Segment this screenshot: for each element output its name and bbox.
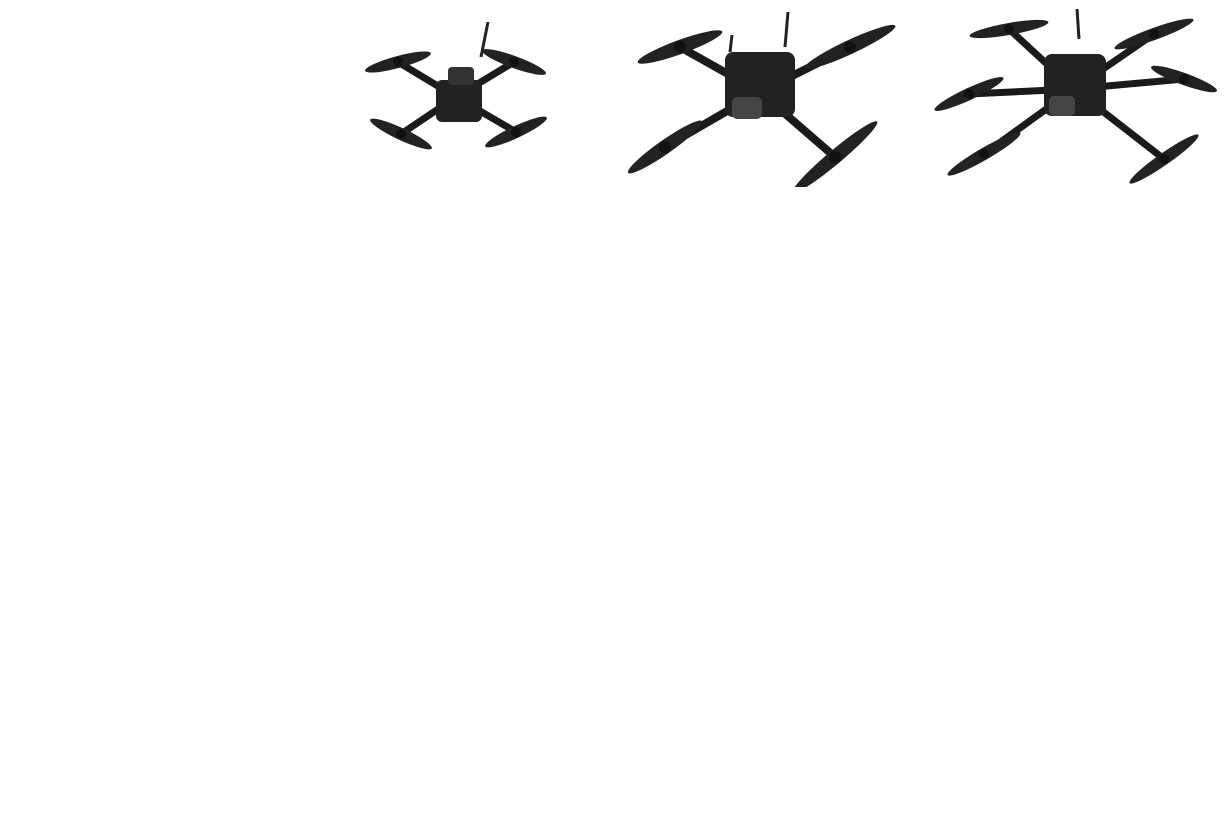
drone-type-value-3 (919, 195, 1224, 233)
image-row-empty-cell (0, 0, 300, 195)
drone-image-cell-1 (300, 0, 609, 195)
drone-image-row (0, 0, 1224, 195)
drone-type-value-1 (300, 195, 609, 233)
drone-image-cell-2 (609, 0, 919, 195)
drone-type-row (0, 195, 1224, 233)
drone-type-value-2 (609, 195, 919, 233)
hexacopter-15-inch-icon (929, 4, 1219, 189)
drone-type-label (0, 195, 300, 233)
drone-image-cell-3 (919, 0, 1224, 195)
quadcopter-10-inch-icon (356, 22, 556, 172)
quadcopter-15-inch-icon (620, 7, 910, 187)
